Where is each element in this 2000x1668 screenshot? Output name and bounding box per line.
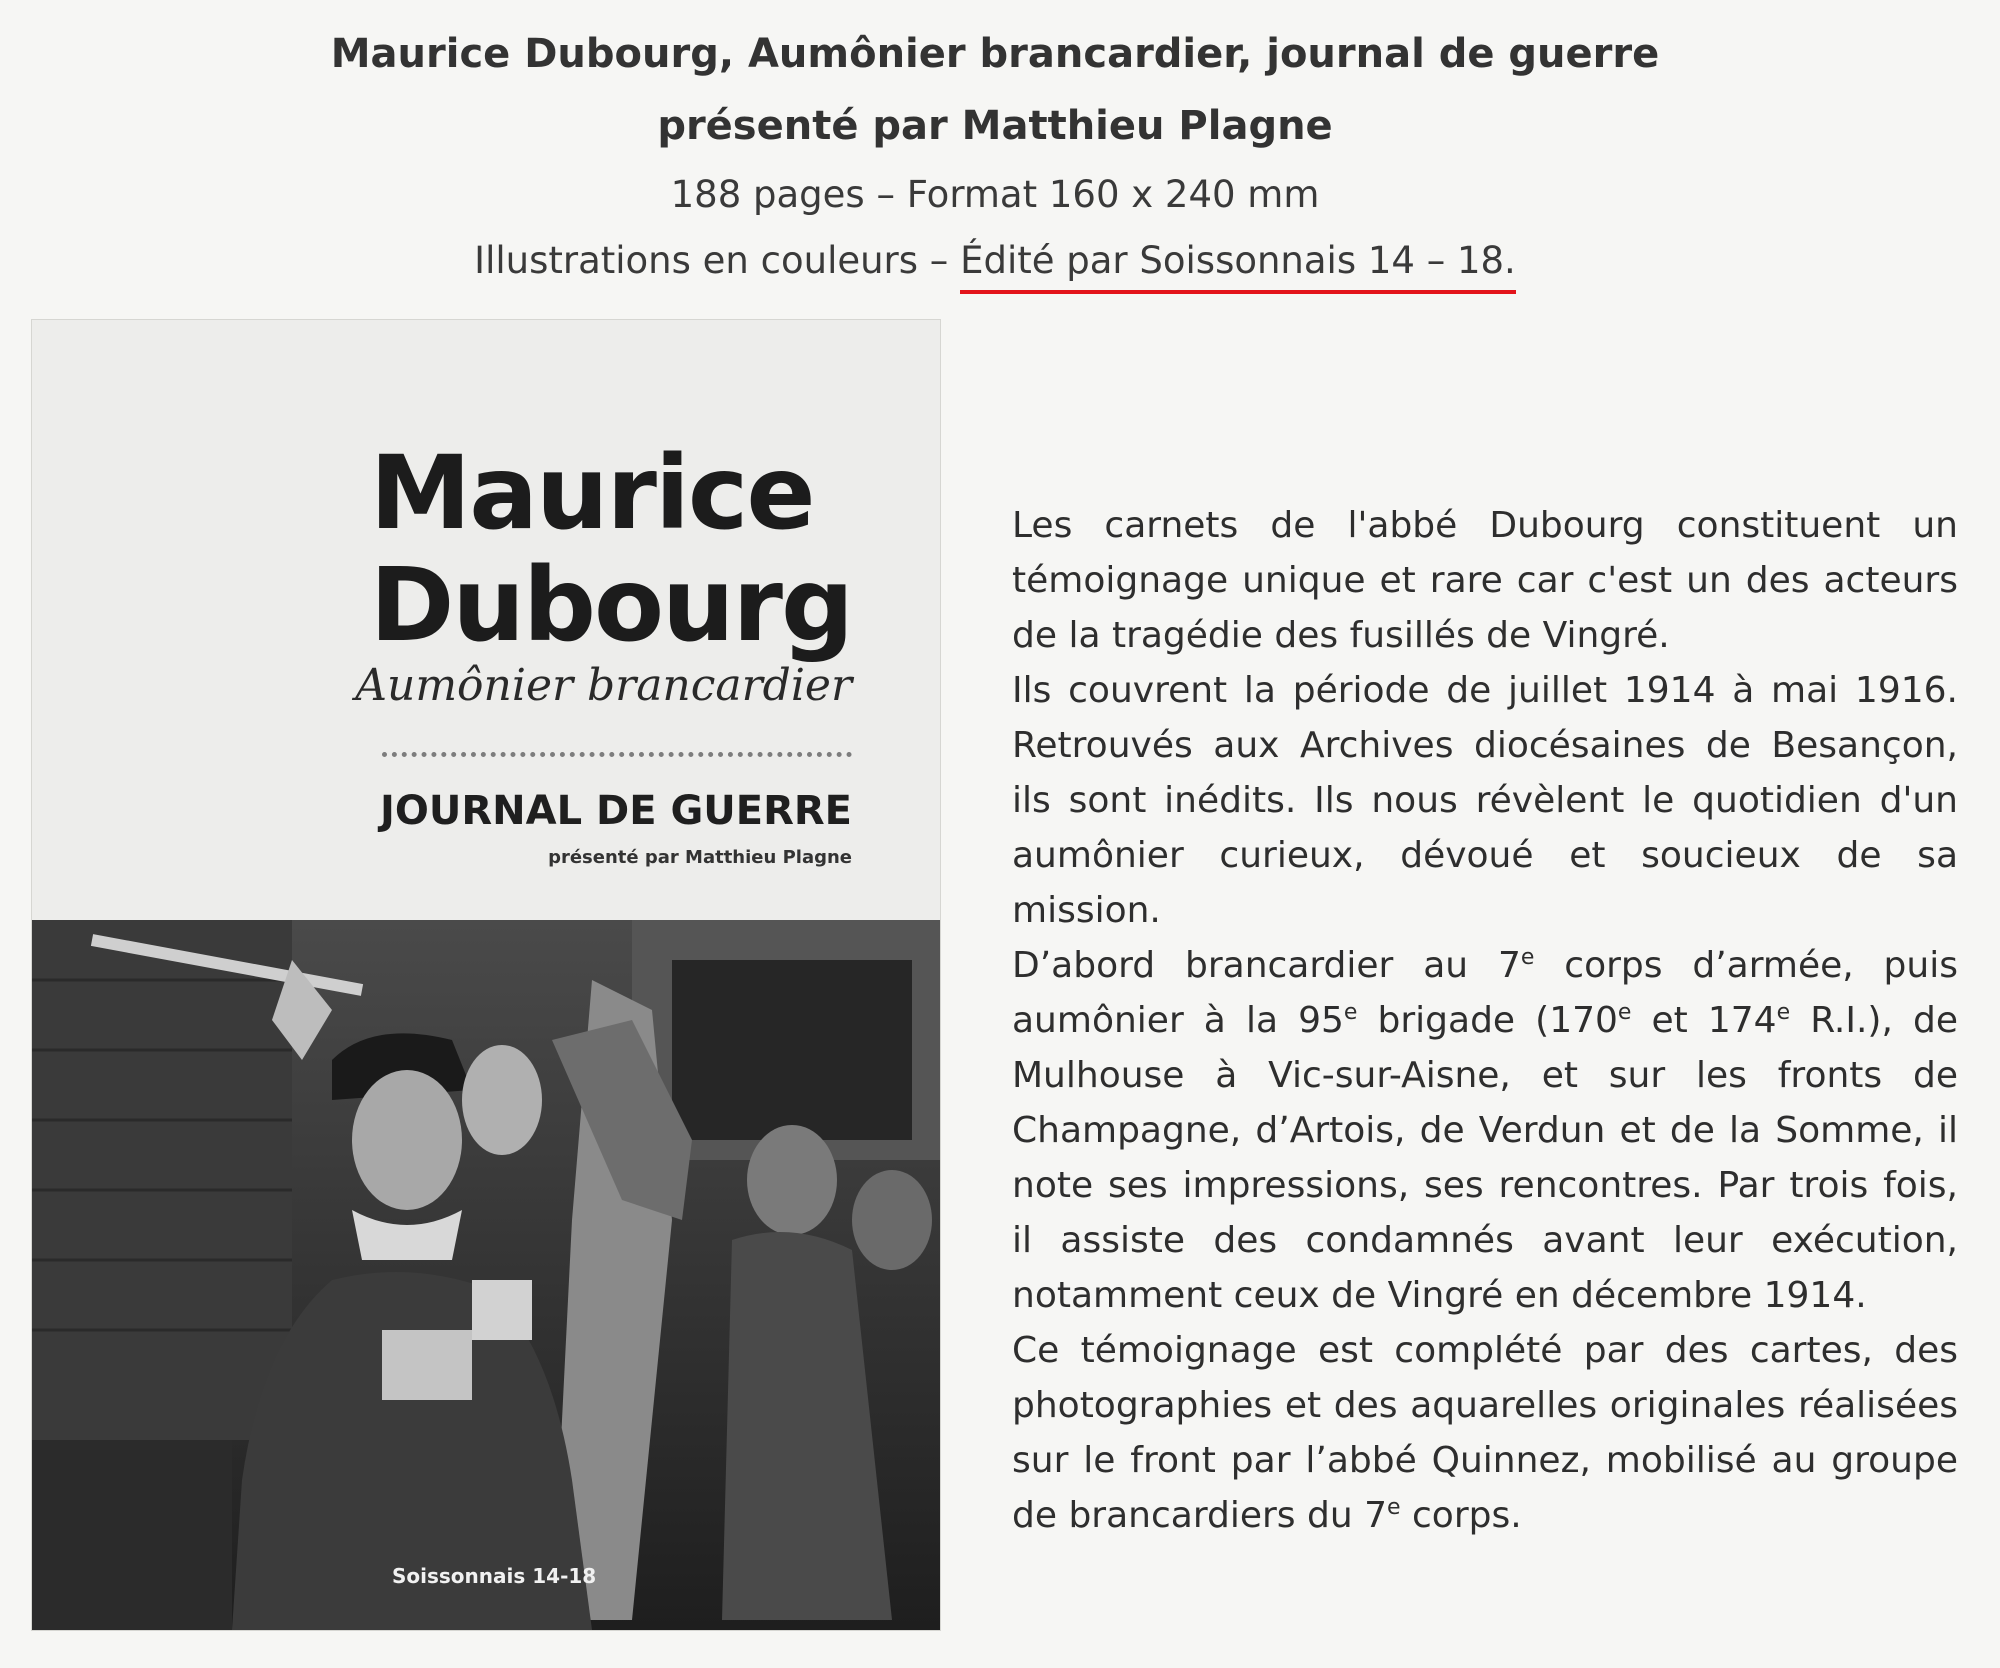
p3-sup-4: e [1776,1000,1791,1025]
book-description [1012,498,1958,1543]
p4-text-a: Ce témoignage est complété par des cartes, des photographies et des aquarelles originales réalisées sur le front par l’abbé Quinnez, mobilisé au groupe de brancardiers du 7 [1012,1330,1958,1536]
p3-text-e: R.I.), de Mulhouse à Vic-sur-Aisne, et sur les fronts de Champagne, d’Artois, de Verdun et de la Somme, il note ses impressions, ses rencontres. Par trois fois, il assiste des condamnés avant leur exécution, notamment ceux de Vingré en décembre 1914. [1012,1000,1958,1316]
p4-text-b: corps. [1400,1495,1522,1536]
cover-author-name [369,434,852,665]
description-paragraph-1: Les carnets de l'abbé Dubourg constituent un témoignage unique et rare car c'est un des acteurs de la tragédie des fusillés de Vingré. [1012,505,1958,656]
p3-sup-1: e [1520,945,1535,970]
cover-journal-title: JOURNAL DE GUERRE [379,788,852,834]
cover-dotted-divider [382,752,852,757]
description-paragraph-2: Ils couvrent la période de juillet 1914 à mai 1916. Retrouvés aux Archives diocésaines de Besançon, ils sont inédits. Ils nous révèlent le quotidien d'un aumônier curieux, dévoué et soucieux de sa mission. [1012,670,1958,931]
description-paragraph-4 [1012,1323,1958,1543]
p4-sup: e [1387,1495,1401,1520]
p3-sup-2: e [1343,1000,1358,1025]
header [0,18,1990,294]
cover-photo [32,920,940,1630]
cover-name-first: Maurice [369,434,814,553]
illustrations-text: Illustrations en couleurs – [474,239,961,282]
book-details: 188 pages – Format 160 x 240 mm [670,173,1320,216]
p3-sup-3: e [1617,1000,1632,1025]
book-title: Maurice Dubourg, Aumônier brancardier, journal de guerre [330,31,1660,77]
book-publication-line [0,228,1990,294]
cover-name-last: Dubourg [369,546,852,665]
book-presenter: présenté par Matthieu Plagne [657,103,1333,149]
p3-text-b: corps d’armée, puis aumônier à la 95 [1012,945,1958,1041]
p3-text-d: et 174 [1631,1000,1777,1041]
cover-presented-by: présenté par Matthieu Plagne [548,847,852,868]
description-paragraph-3 [1012,938,1958,1323]
p3-text-c: brigade (170 [1357,1000,1618,1041]
edited-by-text: Édité par Soissonnais 14 – 18. [960,239,1516,294]
cover-publisher: Soissonnais 14-18 [392,1564,597,1588]
p3-text-a: D’abord brancardier au 7 [1012,945,1521,986]
book-cover [32,320,940,1630]
cover-subtitle: Aumônier brancardier [355,660,852,711]
